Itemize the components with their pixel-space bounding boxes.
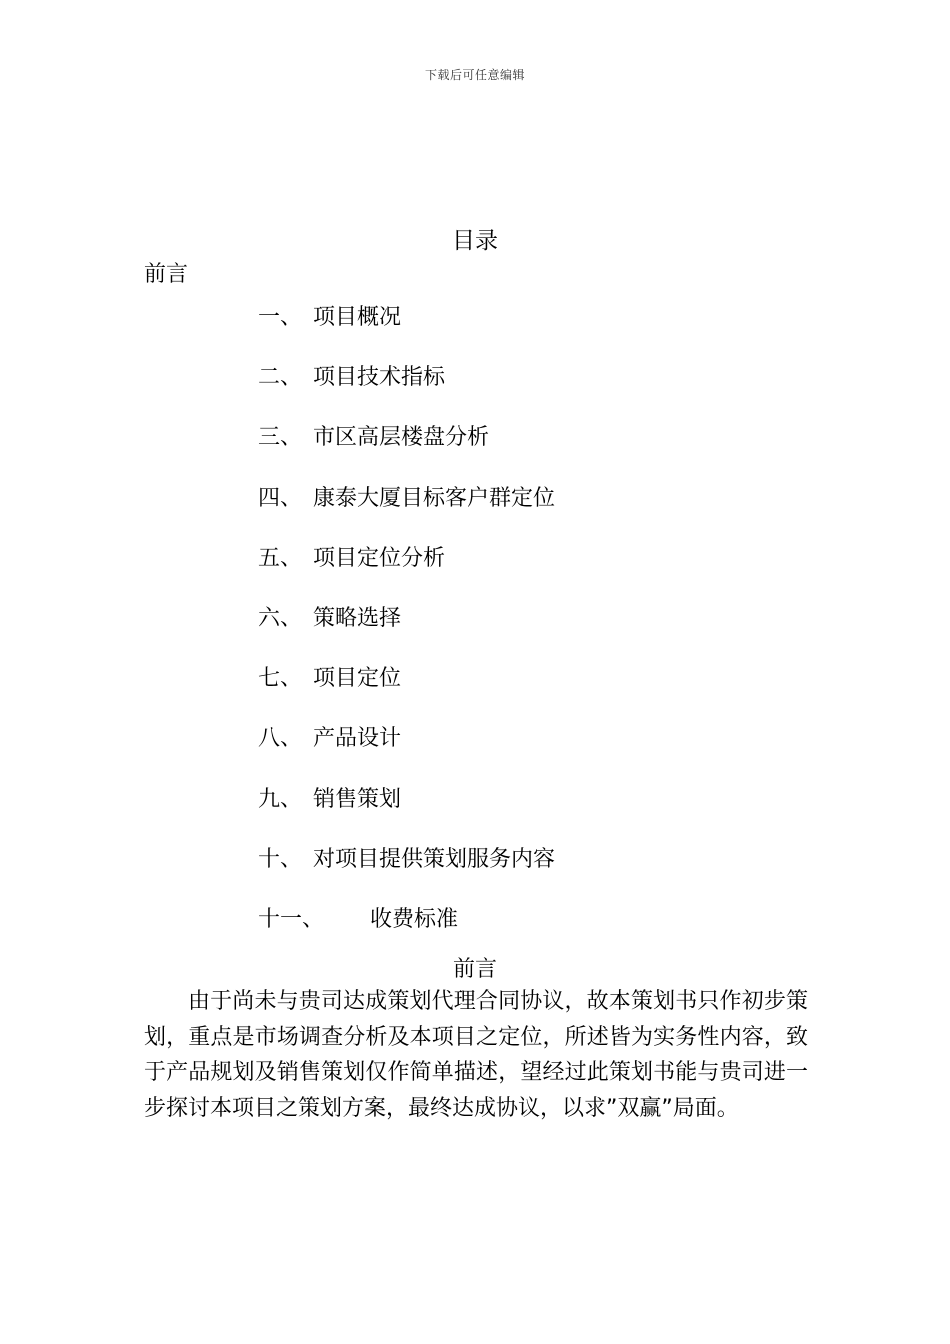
toc-entry-text: 市区高层楼盘分析 — [313, 425, 490, 451]
toc-entry — [258, 602, 555, 662]
toc-entry-text: 项目定位分析 — [313, 545, 446, 571]
toc-entry-number: 二、 — [258, 365, 303, 391]
toc-entry-text: 收费标准 — [370, 906, 459, 932]
preface-body: 由于尚未与贵司达成策划代理合同协议，故本策划书只作初步策划，重点是市场调查分析及本项目之定位，所述皆为实务性内容，致于产品规划及销售策划仅作简单描述，望经过此策划书能与贵司进一步探讨本项目之策划方案，最终达成协议，以求”双赢”局面。 — [144, 989, 808, 1121]
toc-entry — [258, 662, 555, 722]
toc-entry-number: 一、 — [258, 305, 303, 330]
toc-entry-number: 十一、 — [258, 906, 325, 932]
toc-entry — [258, 542, 555, 602]
toc-entry — [258, 421, 555, 481]
toc-entry-text: 项目概况 — [313, 305, 402, 330]
preface-title: 前言 — [452, 957, 497, 982]
toc-entry-number: 七、 — [258, 666, 303, 692]
toc-entry-number: 八、 — [258, 726, 303, 752]
toc-entry — [258, 783, 555, 843]
toc-list — [258, 301, 555, 963]
toc-entry — [258, 482, 555, 542]
toc-entry-text: 项目技术指标 — [313, 365, 446, 391]
toc-entry — [258, 722, 555, 782]
toc-entry-number: 十、 — [258, 846, 303, 872]
toc-entry-text: 项目定位 — [313, 666, 402, 692]
toc-entry-text: 产品设计 — [313, 726, 402, 752]
toc-entry — [258, 361, 555, 421]
toc-entry-text: 康泰大厦目标客户群定位 — [313, 485, 556, 511]
toc-entry-number: 三、 — [258, 425, 303, 451]
toc-entry-number: 四、 — [258, 485, 303, 511]
toc-entry-number: 九、 — [258, 786, 303, 812]
toc-entry — [258, 843, 555, 903]
toc-entry — [258, 301, 555, 361]
toc-title: 目录 — [452, 228, 498, 254]
toc-entry-text: 销售策划 — [313, 786, 402, 812]
toc-entry-preface: 前言 — [144, 262, 189, 287]
header-note: 下载后可任意编辑 — [424, 68, 525, 82]
toc-entry-text: 对项目提供策划服务内容 — [313, 846, 556, 872]
toc-entry-text: 策略选择 — [313, 605, 402, 631]
toc-entry-number: 六、 — [258, 605, 303, 631]
toc-entry-number: 五、 — [258, 545, 303, 571]
